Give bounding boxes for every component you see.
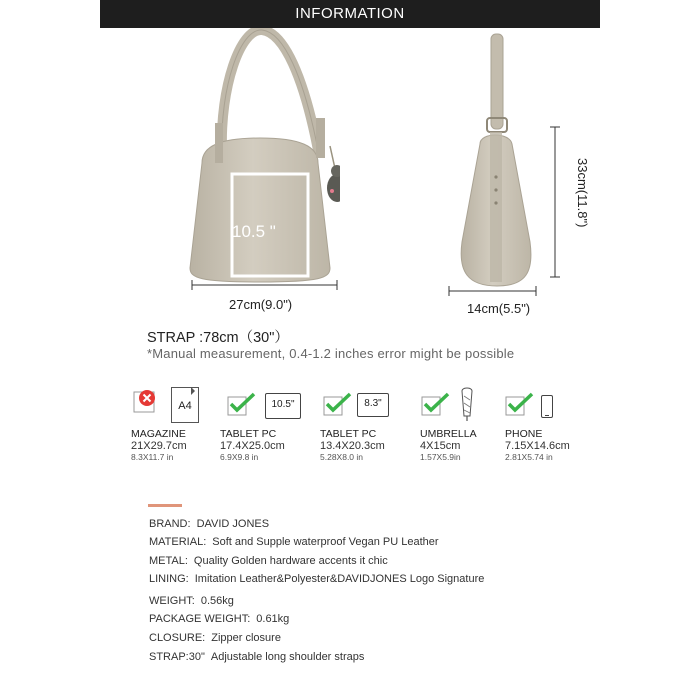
spec-lining: LINING: Imitation Leather&Polyester&DAVIDJONES Logo Signature	[149, 573, 485, 585]
spec-metal: METAL: Quality Golden hardware accents it chic	[149, 555, 388, 567]
check-icon	[421, 391, 451, 417]
check-icon	[323, 391, 353, 417]
width-dimension-line	[190, 278, 340, 292]
tablet-icon: 10.5"	[265, 393, 301, 419]
size-item-phone: PHONE 7.15X14.6cm 2.81X5.74 in	[505, 428, 570, 462]
depth-dimension-line	[447, 284, 539, 298]
width-label: 27cm(9.0")	[229, 297, 293, 312]
spec-package-weight: PACKAGE WEIGHT: 0.61kg	[149, 613, 290, 625]
cross-icon	[133, 389, 159, 415]
measurement-note: *Manual measurement, 0.4-1.2 inches error might be possible	[147, 346, 515, 361]
size-item-umbrella: UMBRELLA 4X15cm 1.57X5.9in	[420, 428, 477, 462]
accent-divider	[148, 504, 182, 507]
tablet-icon: 8.3"	[357, 393, 389, 417]
height-dimension-line	[548, 125, 562, 280]
size-item-tablet-large: TABLET PC 17.4X25.0cm 6.9X9.8 in	[220, 428, 285, 462]
spec-closure: CLOSURE: Zipper closure	[149, 632, 281, 644]
height-label: 33cm(11.8")	[575, 158, 590, 228]
spec-weight: WEIGHT: 0.56kg	[149, 595, 234, 607]
size-item-magazine: MAGAZINE 21X29.7cm 8.3X11.7 in	[131, 428, 187, 462]
size-item-tablet-small: TABLET PC 13.4X20.3cm 5.28X8.0 in	[320, 428, 385, 462]
spec-strap: STRAP:30" Adjustable long shoulder straps	[149, 651, 365, 663]
umbrella-icon	[457, 386, 477, 422]
spec-material: MATERIAL: Soft and Supple waterproof Vegan PU Leather	[149, 536, 439, 548]
check-icon	[505, 391, 535, 417]
depth-label: 14cm(5.5")	[467, 301, 531, 316]
bag-side-image	[450, 32, 540, 292]
header-title: INFORMATION	[295, 5, 405, 22]
check-icon	[227, 391, 257, 417]
spec-brand: BRAND: DAVID JONES	[149, 518, 270, 530]
bag-front-image	[180, 28, 340, 288]
a4-paper-icon: A4	[171, 387, 199, 423]
strap-length: STRAP :78cm（30"）	[147, 330, 289, 346]
inner-size-label: 10.5 "	[232, 222, 276, 241]
phone-icon	[541, 395, 553, 418]
